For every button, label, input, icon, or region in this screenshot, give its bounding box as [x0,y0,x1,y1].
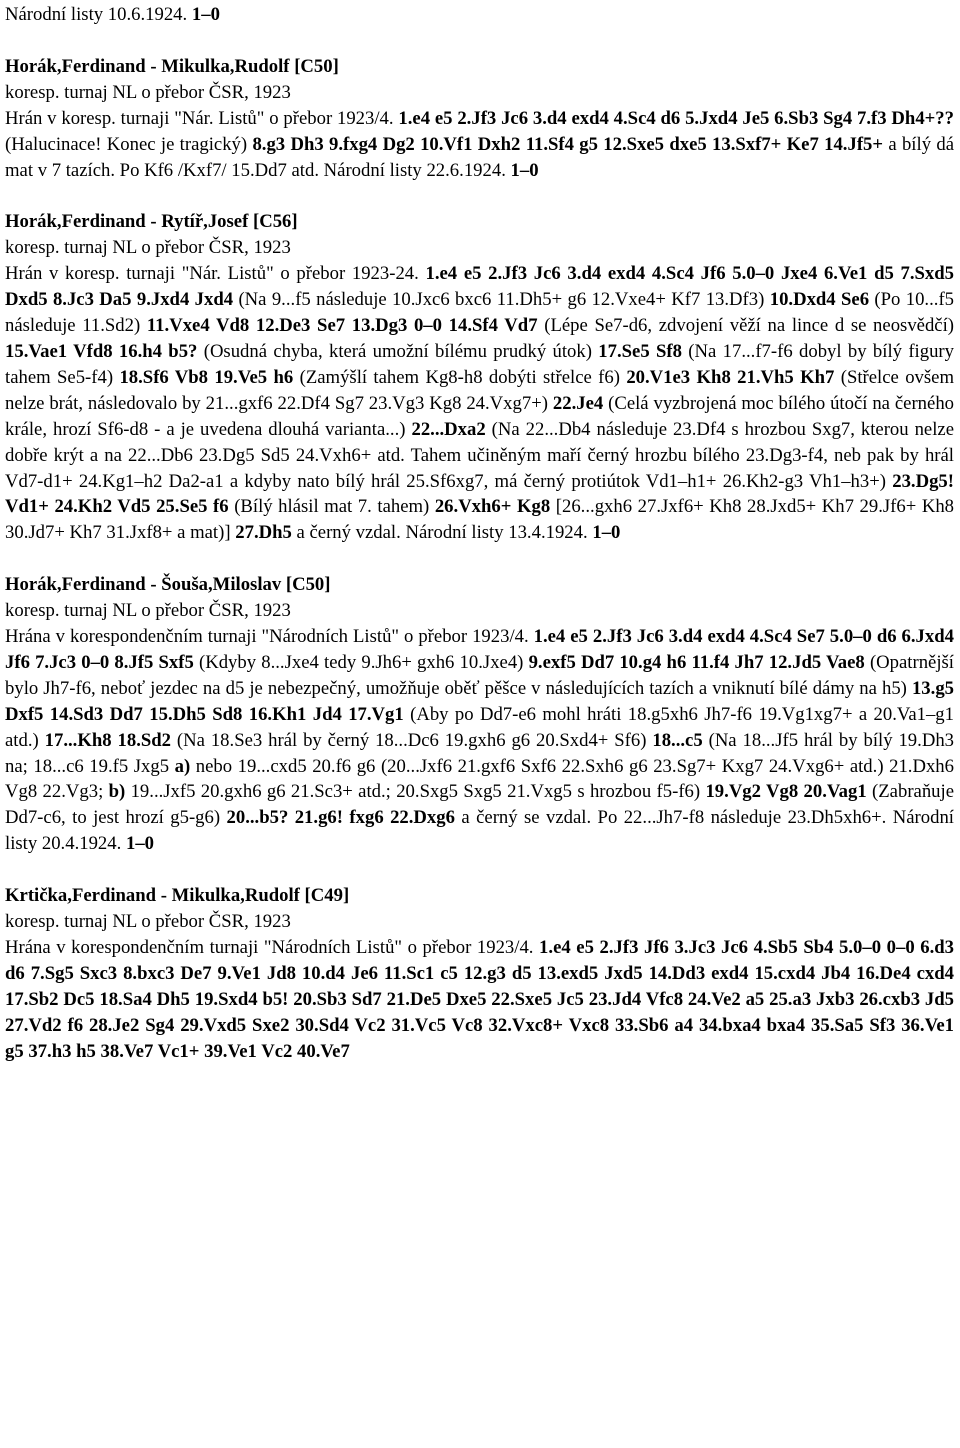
move-text: 23.Dg5! Vd1+ 24.Kh2 Vd5 25.Se5 f6 [5,470,954,518]
commentary-text: Hrán v koresp. turnaji "Nár. Listů" o přebor 1923/4. [5,107,399,129]
commentary-text: (Opatrnější bylo Jh7-f6, neboť jezdec na d5 je nebezpečný, umožňuje oběť pěšce v následujících tazích a vniknutí bílé dámy na h5) [5,651,955,699]
move-text: 18.Sf6 Vb8 19.Ve5 h6 [119,366,300,388]
move-text: 15.Vae1 Vfd8 16.h4 b5? [5,340,204,362]
commentary-text: (Bílý hlásil mat 7. tahem) [234,496,435,518]
commentary-text: (Osudná chyba, která umožní bílému prudký útok) [203,340,599,362]
spacer [5,546,954,572]
game-title: Krtička,Ferdinand - Mikulka,Rudolf [C49] [5,885,350,907]
commentary-text: (Lépe Se7-d6, zdvojení věží na lince d se neosvědčí) [544,315,955,337]
commentary-text: a černý vzdal. Národní listy 13.4.1924. [296,522,593,544]
commentary-text: (Zamýšlí tahem Kg8-h8 dobýti střelce f6) [299,366,627,388]
move-text: 26.Vxh6+ Kg8 [434,496,556,518]
move-text: 9.exf5 Dd7 10.g4 h6 11.f4 Jh7 12.Jd5 Vae8 [528,651,870,673]
commentary-text: nebo 19...cxd5 20.f6 g6 (20...Jxf6 21.gxf6 Sxf6 22.Sxh6 g6 23.Sg7+ Kxg7 24.Vxg6+ atd.) 21.Dxh6 Vg8 22.Vg3; [5,755,954,803]
commentary-text: (Na 17...f7-f6 dobyl by bílý figury tahem Se5-f4) [5,340,954,388]
move-text: 27.Dh5 [235,522,297,544]
commentary-text: (Celá vyzbrojená moc bílého útočí na černého krále, hrozí Sf6-d8 - a je uvedena dlouhá varianta...) [5,392,955,440]
game-event: koresp. turnaj NL o přebor ČSR, 1923 [5,81,291,103]
move-text: 1.e4 e5 2.Jf3 Jf6 3.Jc3 Jc6 4.Sb5 Sb4 5.0–0 0–0 6.d3 d6 7.Sg5 Sxc3 8.bxc3 De7 9.Ve1 Jd8 10.d4 Je6 11.Sc1 c5 12.g3 d5 13.exd5 Jxd5 14.Dd3 exd4 15.cxd4 Jb4 16.De4 cxd4 17.Sb2 Dc5 18.Sa4 Dh5 19.Sxd4 b5! 20.Sb3 Sd7 21.De5 Dxe5 22.Sxe5 Jc5 23.Jd4 Vfc8 24.Ve2 a5 25.a3 Jxb3 26.cxb3 Jd5 27.Vd2 f6 28.Je2 Sg4 29.Vxd5 Sxe2 30.Sd4 Vc2 31.Vc5 Vc8 32.Vxc8+ Vxc8 33.Sb6 a4 34.bxa4 bxa4 35.Sa5 Sf3 36.Ve1 g5 37.h3 h5 38.Ve7 Vc1+ 39.Ve1 Vc2 40.Ve7 [5,937,954,1062]
move-text: 20...b5? 21.g6! fxg6 22.Dxg6 [226,807,462,829]
game-event: koresp. turnaj NL o přebor ČSR, 1923 [5,911,291,933]
commentary-text: (Zabraňuje Dd7-c6, to jest hrozí g5-g6) [5,781,955,829]
commentary-text: (Halucinace! Konec je tragický) [5,133,253,155]
commentary-text: Hrána v korespondenčním turnaji "Národních Listů" o přebor 1923/4. [5,626,534,648]
commentary-text: Hrána v korespondenčním turnaji "Národních Listů" o přebor 1923/4. [5,937,540,958]
commentary-text: a bílý dá mat v 7 tazích. Po Kf6 /Kxf7/ 15.Dd7 atd. Národní listy 22.6.1924. [5,133,954,181]
game-body [5,261,954,546]
move-text: 10.Dxd4 Se6 [769,289,875,311]
move-text: 1.e4 e5 2.Jf3 Jc6 3.d4 exd4 4.Sc4 Se7 5.0–0 d6 6.Jxd4 Jf6 7.Jc3 0–0 8.Jf5 Sxf5 [5,626,954,673]
move-text: 1–0 [592,522,621,544]
game-title: Horák,Ferdinand - Šouša,Miloslav [C50] [5,574,331,596]
game-body [5,624,954,857]
commentary-text: a černý se vzdal. Po 22...Jh7-f8 následuje 23.Dh5xh6+. Národní listy 20.4.1924. [5,807,955,855]
move-text: 17.Se5 Sf8 [598,340,689,362]
commentary-text: (Na 9...f5 následuje 10.Jxc6 bxc6 11.Dh5+ g6 12.Vxe4+ Kf7 13.Df3) [238,289,770,311]
move-text: 1.e4 e5 2.Jf3 Jc6 3.d4 exd4 4.Sc4 d6 5.Jxd4 Je5 6.Sb3 Sg4 7.f3 Dh4+?? [398,107,954,129]
game-body [5,935,954,1065]
move-text: 13.g5 Dxf5 14.Sd3 Dd7 15.Dh5 Sd8 16.Kh1 Jd4 17.Vg1 [5,677,954,725]
game-title: Horák,Ferdinand - Mikulka,Rudolf [C50] [5,55,339,77]
move-text: 8.g3 Dh3 9.fxg4 Dg2 10.Vf1 Dxh2 11.Sf4 g5 12.Sxe5 dxe5 13.Sxf7+ Ke7 14.Jf5+ [252,133,889,155]
header-result: 1–0 [191,4,220,25]
commentary-text: (Střelce ovšem nelze brát, následovalo by 21...gxf6 22.Df4 Sg7 23.Vg3 Kg8 24.Vxg7+) [5,366,954,414]
move-text: 22.Je4 [552,392,609,414]
commentary-text: (Aby po Dd7-e6 mohl hráti 18.g5xh6 Jh7-f6 19.Vg1xg7+ a 20.Va1–g1 atd.) [5,703,954,751]
game-title: Horák,Ferdinand - Rytíř,Josef [C56] [5,211,298,233]
move-text: 22...Dxa2 [411,418,492,440]
commentary-text: (Kdyby 8...Jxe4 tedy 9.Jh6+ gxh6 10.Jxe4) [198,651,529,673]
move-text: a) [174,755,196,777]
commentary-text: 19...Jxf5 20.gxh6 g6 21.Sc3+ atd.; 20.Sxg5 Sxg5 21.Vxg5 s hrozbou f5-f6) [130,781,706,803]
game-event: koresp. turnaj NL o přebor ČSR, 1923 [5,600,291,622]
move-text: 1.e4 e5 2.Jf3 Jc6 3.d4 exd4 4.Sc4 Jf6 5.0–0 Jxe4 6.Ve1 d5 7.Sxd5 Dxd5 8.Jc3 Da5 9.Jxd4 Jxd4 [5,263,954,311]
move-text: 11.Vxe4 Vd8 12.De3 Se7 13.Dg3 0–0 14.Sf4 Vd7 [146,315,545,337]
move-text: 20.V1e3 Kh8 21.Vh5 Kh7 [626,366,841,388]
source-header [5,2,954,28]
move-text: 1–0 [510,159,539,181]
move-text: 1–0 [125,833,154,855]
commentary-text: (Na 18...Jf5 hrál by bílý 19.Dh3 na; 18...c6 19.f5 Jxg5 [5,729,955,777]
move-text: 17...Kh8 18.Sd2 [44,729,177,751]
move-text: 19.Vg2 Vg8 20.Vag1 [705,781,873,803]
move-text: b) [108,781,131,803]
commentary-text: (Na 18.Se3 hrál by černý 18...Dc6 19.gxh6 g6 20.Sxd4+ Sf6) [176,729,653,751]
move-text: 18...c5 [652,729,709,751]
header-text: Národní listy 10.6.1924. [5,4,188,25]
spacer [5,28,954,54]
spacer [5,183,954,209]
commentary-text: (Na 22...Db4 následuje 23.Df4 s hrozbou Sxg7, kterou nelze dobře krýt a na 22...Db6 23.Dg5 Sd5 24.Vxh6+ atd. Tahem učiněným maří černý hrozbu bílého 23.Dg3-f4, neb pak by hrál Vd7-d1+ 24.Kg1–h2 Da2-a1 a kdyby nato bílý hrál 25.Sf6xg7, má černý protiútok Vd1–h1+ 26.Kh2-g3 Vh1–h3+) [5,418,955,492]
commentary-text: Hrán v koresp. turnaji "Nár. Listů" o přebor 1923-24. [5,263,426,285]
game-event: koresp. turnaj NL o přebor ČSR, 1923 [5,237,291,259]
game-body [5,106,954,184]
spacer [5,857,954,883]
commentary-text: [26...gxh6 27.Jxf6+ Kh8 28.Jxd5+ Kh7 29.Jf6+ Kh8 30.Jd7+ Kh7 31.Jxf8+ a mat)] [5,496,955,544]
commentary-text: (Po 10...f5 následuje 11.Sd2) [5,289,955,337]
